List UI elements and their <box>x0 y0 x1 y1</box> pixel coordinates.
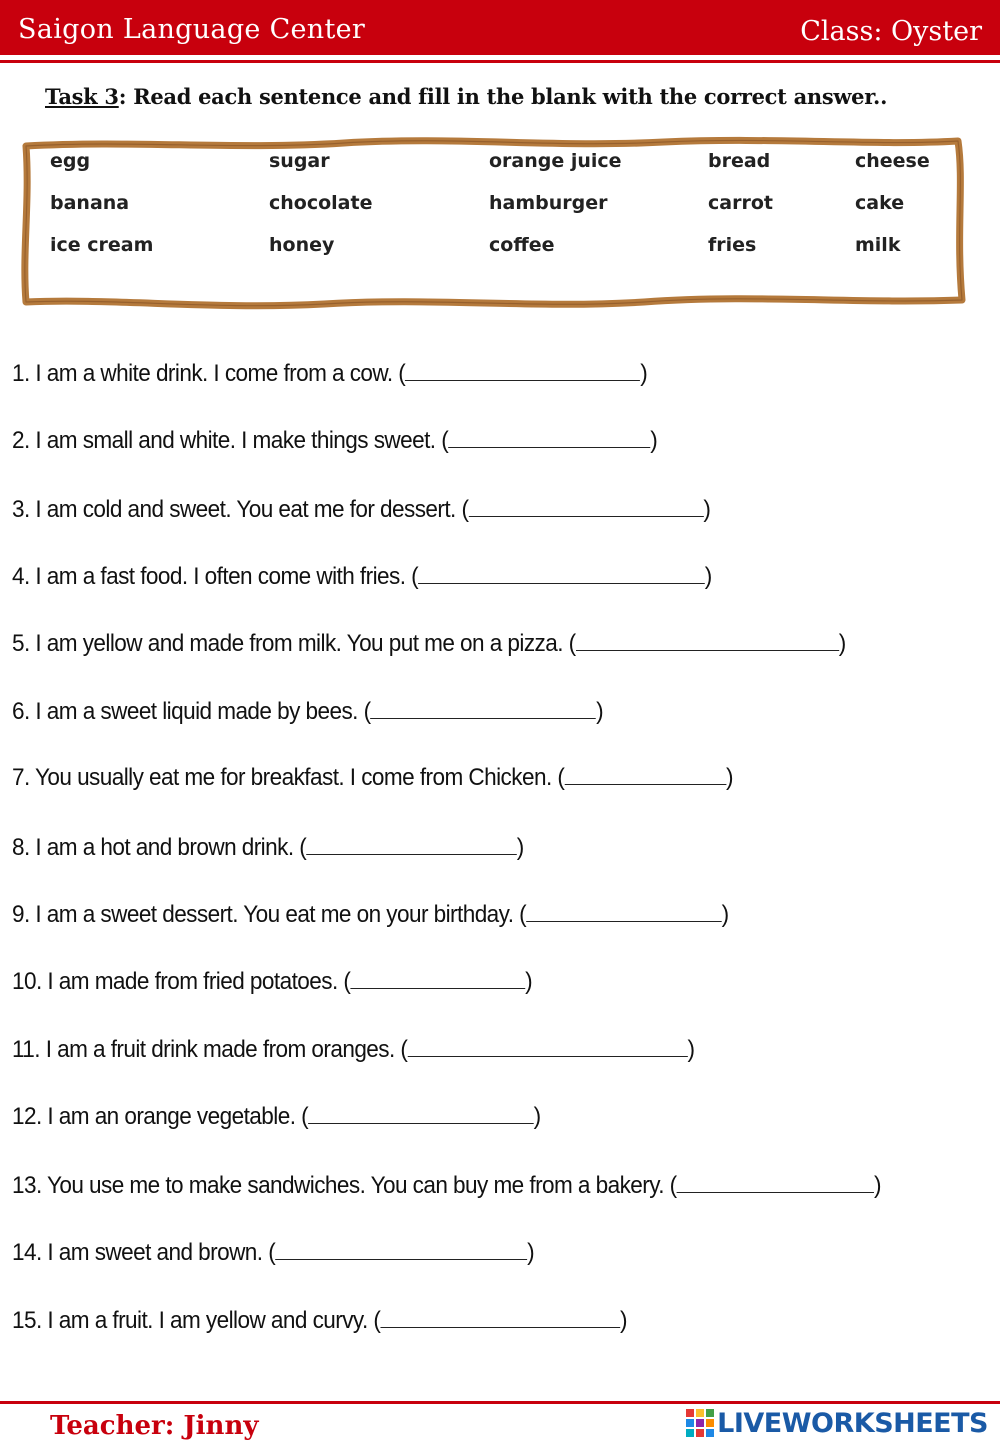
question-text: 3. I am cold and sweet. You eat me for dessert. ( <box>12 496 469 523</box>
question-13 <box>12 1170 881 1200</box>
question-12 <box>12 1101 541 1131</box>
answer-blank[interactable] <box>526 899 722 922</box>
answer-blank[interactable] <box>407 1034 687 1057</box>
question-7 <box>12 762 733 792</box>
question-text: 9. I am a sweet dessert. You eat me on your birthday. ( <box>12 901 527 928</box>
question-close: ) <box>703 496 711 523</box>
word-bank-item: cheese <box>855 150 930 172</box>
task-title <box>45 84 887 109</box>
liveworksheets-text: LIVEWORKSHEETS <box>717 1407 988 1439</box>
center-name: Saigon Language Center <box>18 14 366 45</box>
answer-blank[interactable] <box>350 966 525 989</box>
answer-blank[interactable] <box>306 832 517 855</box>
question-2 <box>12 425 657 455</box>
word-bank-item: sugar <box>269 150 330 172</box>
question-8 <box>12 832 524 862</box>
question-10 <box>12 966 532 996</box>
answer-blank[interactable] <box>564 762 726 785</box>
question-text: 15. I am a fruit. I am yellow and curvy. ( <box>12 1307 381 1334</box>
word-bank-item: bread <box>708 150 771 172</box>
question-text: 14. I am sweet and brown. ( <box>12 1239 276 1266</box>
footer-divider <box>0 1401 1000 1404</box>
header-divider <box>0 60 1000 63</box>
question-text: 10. I am made from fried potatoes. ( <box>12 968 351 995</box>
teacher-name: Teacher: Jinny <box>50 1411 259 1441</box>
question-1 <box>12 358 647 388</box>
question-6 <box>12 696 603 726</box>
answer-blank[interactable] <box>405 358 640 381</box>
answer-blank[interactable] <box>418 561 705 584</box>
answer-blank[interactable] <box>576 628 839 651</box>
question-close: ) <box>650 427 658 454</box>
answer-blank[interactable] <box>275 1237 527 1260</box>
question-close: ) <box>704 563 712 590</box>
word-bank-item: chocolate <box>269 192 373 214</box>
word-bank-item: cake <box>855 192 905 214</box>
task-instruction: : Read each sentence and fill in the blank with the correct answer.. <box>118 84 888 109</box>
word-bank-item: honey <box>269 234 335 256</box>
word-bank-item: milk <box>855 234 901 256</box>
liveworksheets-icon <box>686 1409 714 1437</box>
question-close: ) <box>527 1239 535 1266</box>
answer-blank[interactable] <box>380 1305 620 1328</box>
question-9 <box>12 899 729 929</box>
answer-blank[interactable] <box>677 1170 874 1193</box>
word-bank-item: egg <box>50 150 91 172</box>
question-text: 13. You use me to make sandwiches. You can buy me from a bakery. ( <box>12 1172 677 1199</box>
question-close: ) <box>525 968 533 995</box>
question-text: 7. You usually eat me for breakfast. I come from Chicken. ( <box>12 764 565 791</box>
question-close: ) <box>838 630 846 657</box>
question-close: ) <box>533 1103 541 1130</box>
question-close: ) <box>640 360 648 387</box>
word-bank-item: fries <box>708 234 757 256</box>
word-bank-item: carrot <box>708 192 773 214</box>
answer-blank[interactable] <box>371 696 597 719</box>
question-4 <box>12 561 712 591</box>
question-close: ) <box>596 698 604 725</box>
question-5 <box>12 628 846 658</box>
question-text: 12. I am an orange vegetable. ( <box>12 1103 309 1130</box>
question-text: 5. I am yellow and made from milk. You put me on a pizza. ( <box>12 630 576 657</box>
question-close: ) <box>725 764 733 791</box>
answer-blank[interactable] <box>448 425 650 448</box>
answer-blank[interactable] <box>468 494 703 517</box>
word-bank-item: orange juice <box>489 150 622 172</box>
question-text: 1. I am a white drink. I come from a cow. ( <box>12 360 406 387</box>
question-11 <box>12 1034 694 1064</box>
answer-blank[interactable] <box>308 1101 534 1124</box>
question-text: 2. I am small and white. I make things sweet. ( <box>12 427 449 454</box>
question-text: 4. I am a fast food. I often come with fries. ( <box>12 563 419 590</box>
question-close: ) <box>687 1036 695 1063</box>
question-14 <box>12 1237 534 1267</box>
class-label: Class: Oyster <box>800 16 982 47</box>
word-bank-item: banana <box>50 192 130 214</box>
question-text: 6. I am a sweet liquid made by bees. ( <box>12 698 371 725</box>
question-close: ) <box>516 834 524 861</box>
question-close: ) <box>721 901 729 928</box>
question-text: 8. I am a hot and brown drink. ( <box>12 834 307 861</box>
task-label: Task 3 <box>45 84 119 109</box>
question-close: ) <box>874 1172 882 1199</box>
word-bank-item: hamburger <box>489 192 608 214</box>
liveworksheets-logo[interactable] <box>686 1406 988 1440</box>
word-bank-item: ice cream <box>50 234 154 256</box>
question-3 <box>12 494 710 524</box>
question-15 <box>12 1305 627 1335</box>
word-bank-item: coffee <box>489 234 555 256</box>
question-close: ) <box>620 1307 627 1334</box>
question-text: 11. I am a fruit drink made from oranges. ( <box>12 1036 408 1063</box>
